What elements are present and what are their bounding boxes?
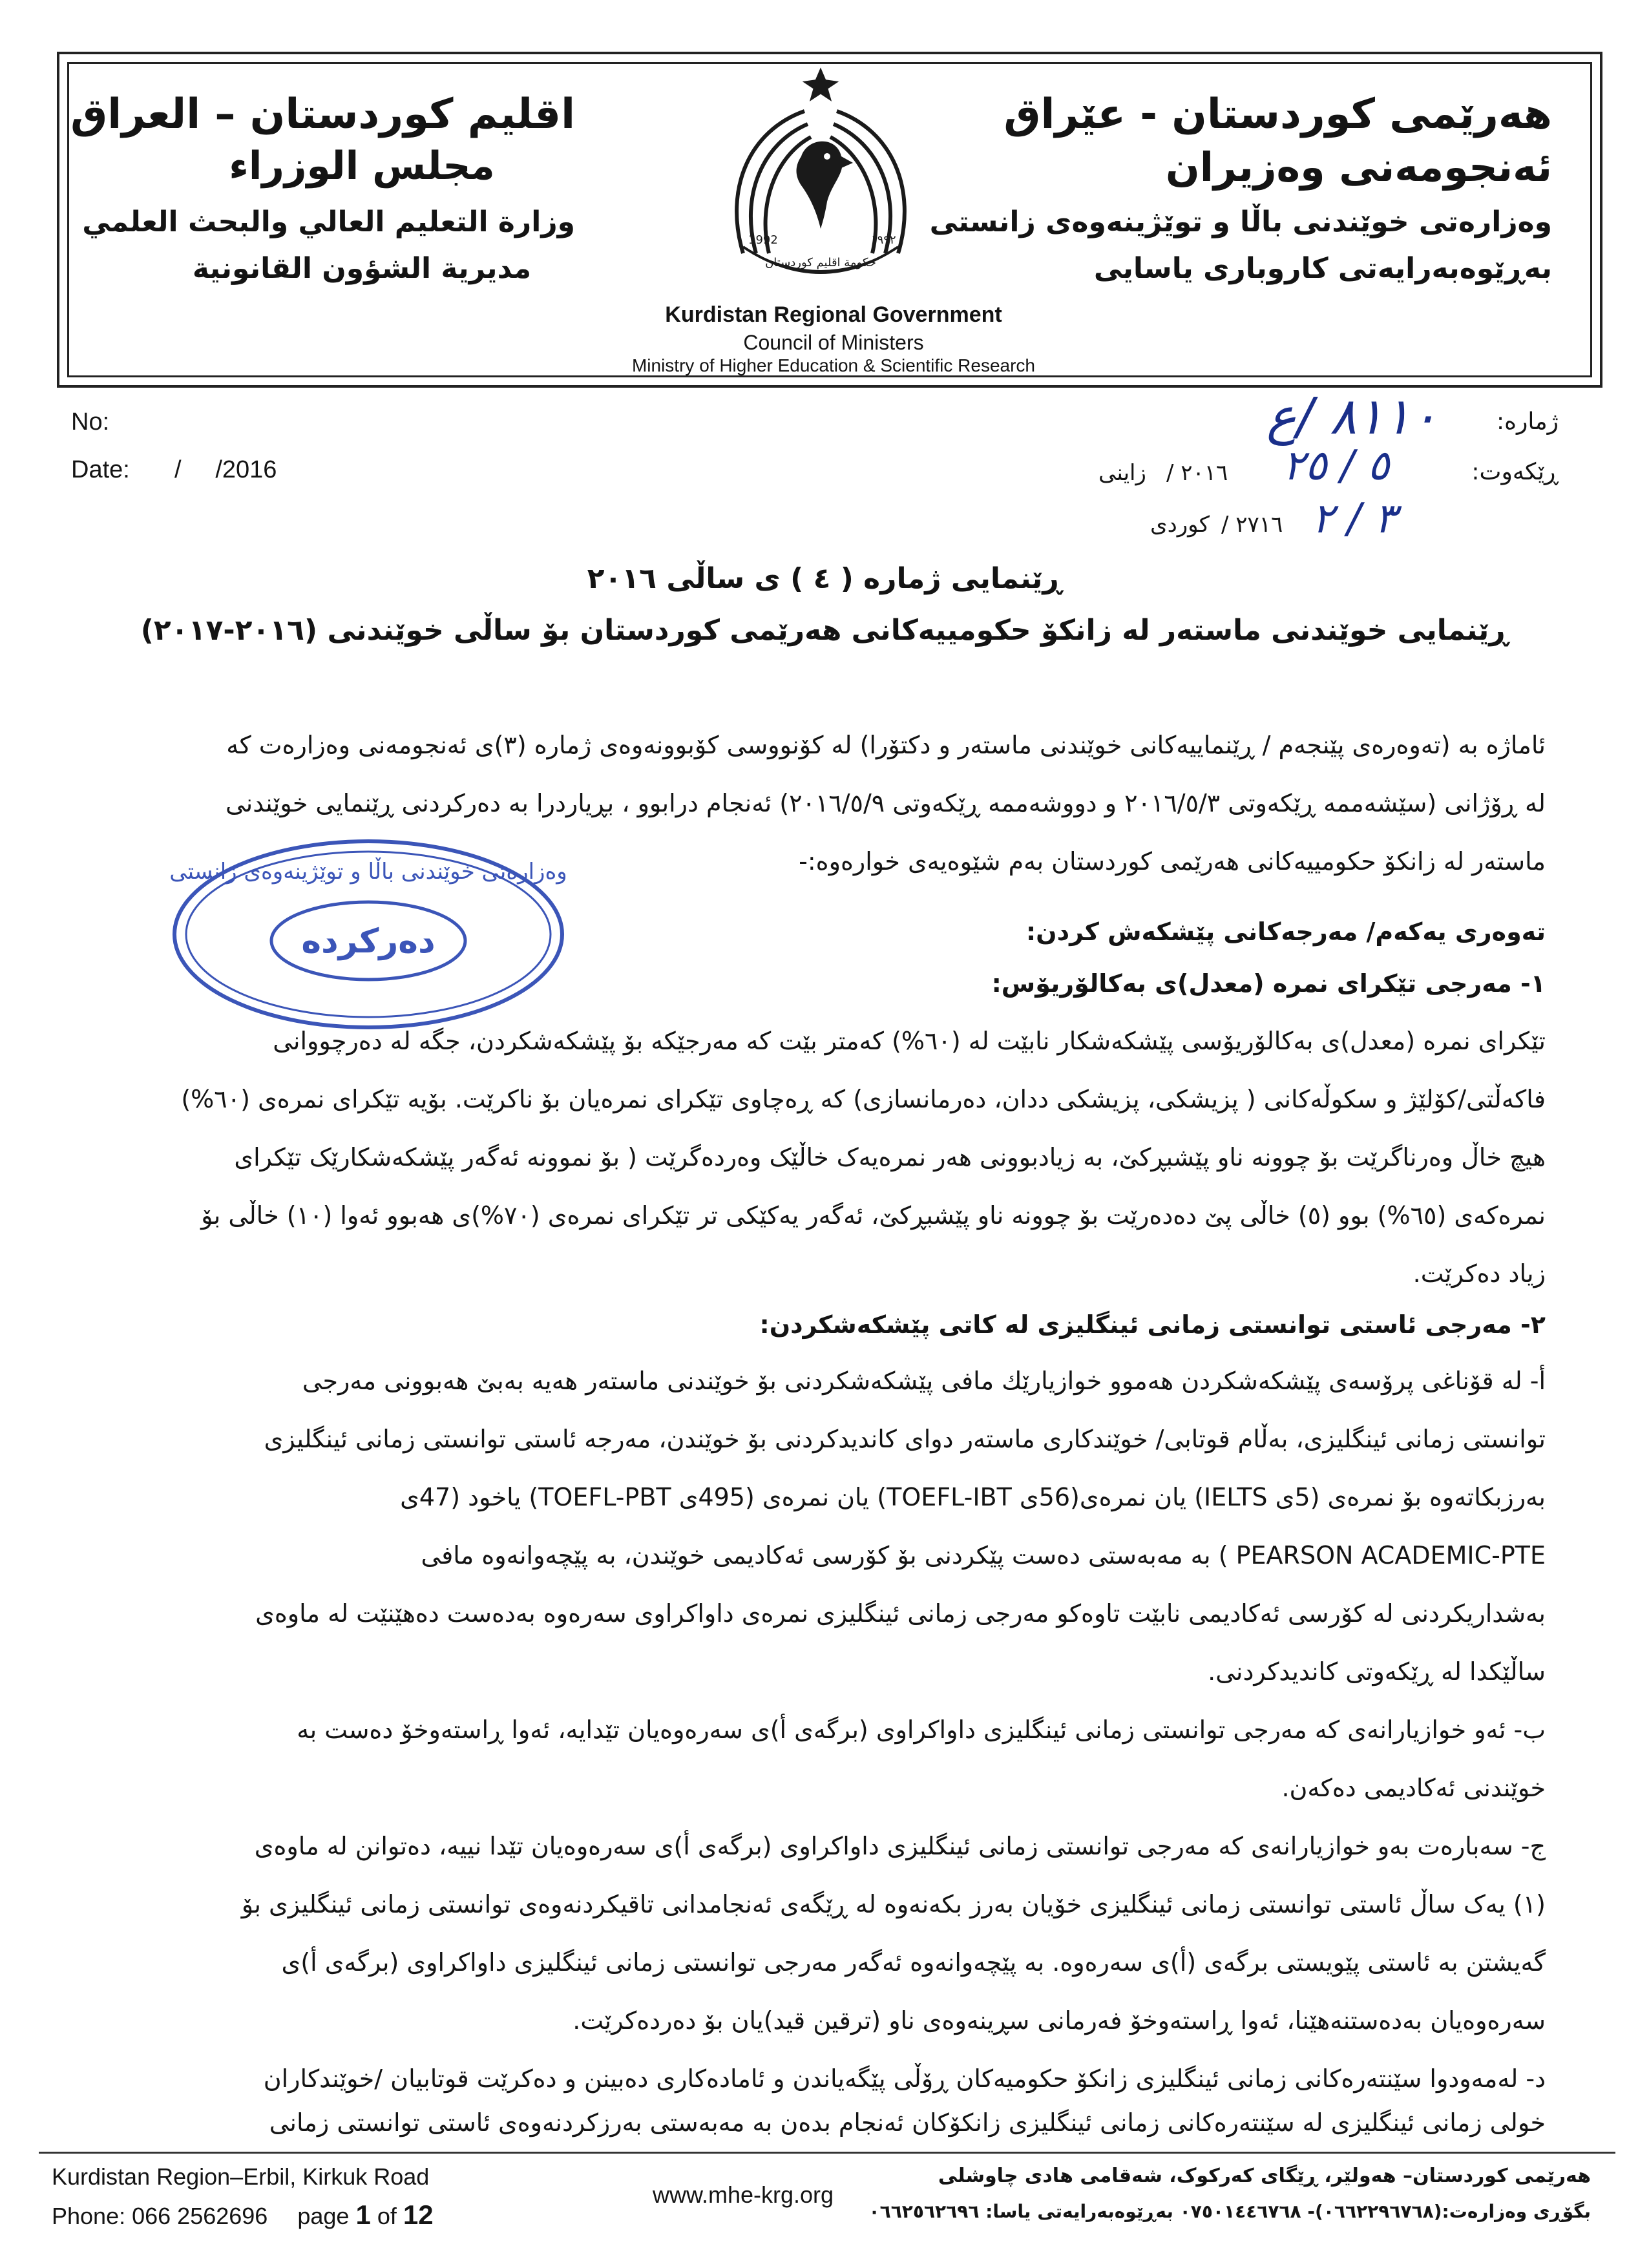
section2-line-1: أ- لە قۆناغی پرۆسەی پێشکەشکردن هەموو خوازیارێك مافی پێشکەشکردنی بۆ خوێندنی ماستەر هەیە بەبێ هەبوونی مەرجی	[302, 1367, 1546, 1395]
date-gregorian-suffix: زاینی	[1098, 460, 1146, 486]
section2-heading: ٢- مەرجی ئاستی توانستی زمانی ئینگلیزی لە کاتی پێشکەشکردن:	[759, 1310, 1546, 1339]
section2-line-9: ج- سەبارەت بەو خوازیارانەی کە مەرجی توانستی زمانی ئینگلیزی داواکراوی (برگەی أ)ی سەرەوەیان تێدا نییە، دەتوانن لە ماوەی	[254, 1832, 1546, 1860]
section1-line-1: تێکرای نمرە (معدل)ی بەکالۆریۆسی پێشکەشکار نابێت لە (٦٠%) کەمتر بێت کە مەرجێکە بۆ پێشکەشکردن، جگە لە دەرچووانی	[273, 1027, 1546, 1055]
date-kurdish-suffix: کوردی	[1150, 512, 1210, 538]
emblem-year-left: 1992	[748, 233, 778, 247]
section2-line-4: PEARSON ACADEMIC-PTE ) بە مەبەستی دەست پێکردنی بۆ کۆرسی ئەکادیمی خوێندن، بە پێچەوانەوە مافی	[421, 1541, 1546, 1570]
header-arabic-line2: مجلس الوزراء	[229, 143, 495, 189]
header-english-line1: Kurdistan Regional Government	[665, 302, 1002, 327]
footer-page-of: of	[377, 2203, 397, 2229]
header-english-line2: Council of Ministers	[743, 331, 924, 354]
no-label: No:	[71, 408, 110, 436]
section2-line-12: سەرەوەیان بەدەستنەهێنا، ئەوا ڕاستەوخۆ فەرمانی سڕینەوەی ناو (ترقین قید)یان بۆ دەردەکرێت.	[572, 2006, 1546, 2035]
date-gregorian: ٢٠١٦ /	[1166, 460, 1228, 486]
section1-line-2: فاکەڵتی/کۆلێژ و سکوڵەکانی ( پزیشکی، پزیشکی ددان، دەرمانسازی) کە ڕەچاوی تێکرای نمرەیان بۆ ناکرێت. بۆیە تێکرای نمرەی (٦٠%)	[181, 1085, 1546, 1113]
date-label: Date:	[71, 456, 130, 483]
section2-line-13: د- لەمەودوا سێنتەرەکانی زمانی ئینگلیزی زانکۆ حکومیەکان ڕۆڵی پێگەیاندن و ئامادەکاری دەبینن و دەکرێت قوتابیان /خوێندکاران	[263, 2064, 1546, 2093]
number-label: ژمارە:	[1496, 408, 1559, 435]
section2-line-11: گەیشتن بە ئاستی پێویستی برگەی (أ)ی سەرەوە. بە پێچەوانەوە ئەگەر مەرجی توانستی زمانی ئینگلیزی داواکراوی (برگەی أ)ی	[281, 1948, 1546, 1977]
date-kurdish: ٢٧١٦ /	[1221, 512, 1283, 538]
document-subtitle: ڕێنمایی خوێندنی ماستەر لە زانکۆ حکومییەکانی هەرێمی کوردستان بۆ ساڵی خوێندنی (٢٠١٦-٢٠١٧)	[140, 614, 1509, 647]
date-kurdish-label: ڕێکەوت:	[1471, 459, 1559, 485]
section2-line-5: بەشداریکردنی لە کۆرسی ئەکادیمی نابێت تاوەکو مەرجی زمانی ئینگلیزی نمرەی داواکراوی سەرەوە بەدەست دەهێنێت لە ماوەی	[255, 1599, 1546, 1628]
section2-line-3: بەرزبکاتەوە بۆ نمرەی (5ی IELTS) یان نمرەی(56ی TOEFL-IBT) یان نمرەی (495ی TOEFL-PBT) یاخود (47ی	[400, 1483, 1546, 1511]
header-kurdish-line1: هەرێمی کوردستان - عێراق	[1003, 90, 1552, 138]
document-title: ڕێنمایی ژمارە ( ٤ ) ی ساڵی ٢٠١٦	[587, 562, 1062, 595]
stamp-center-text: دەرکردە	[301, 922, 436, 961]
footer-page-total: 12	[403, 2200, 434, 2230]
handwritten-number: ٨١١٠ /ع	[1266, 388, 1438, 446]
emblem-text: حكومة اقليم كوردستان	[765, 256, 876, 269]
header-kurdish-line4: بەڕێوەبەرایەتی کاروباری یاسایی	[1093, 252, 1552, 285]
section1-subheading: ١- مەرجی تێکرای نمرە (معدل)ی بەکالۆریۆس:	[991, 969, 1546, 998]
footer-page-number: 1	[355, 2200, 371, 2230]
footer-address-ku: هەرێمی کوردستان– هەولێر، ڕێگای کەرکوک، شەقامی هادی چاوشلی	[938, 2165, 1591, 2187]
intro-line-3: ماستەر لە زانکۆ حکومییەکانی هەرێمی کوردستان بەم شێوەیەی خوارەوە:-	[799, 847, 1546, 876]
section2-line-6: ساڵێکدا لە ڕێکەوتی کاندیدکردنی.	[1208, 1657, 1546, 1686]
footer-page-prefix: page	[297, 2203, 350, 2229]
header-english-line3: Ministry of Higher Education & Scientific Research	[631, 355, 1036, 375]
official-stamp-icon	[167, 834, 570, 1035]
handwritten-date-kurdish: ٣ / ٢	[1312, 495, 1396, 543]
footer-address-en: Kurdistan Region–Erbil, Kirkuk Road	[52, 2163, 430, 2190]
section2-line-14: خولی زمانی ئینگلیزی لە سێنتەرەکانی زمانی ئینگلیزی زانکۆکان ئەنجام بدەن بە مەبەستی بەرزکردنەوەی ئاستی توانستی زمانی	[269, 2108, 1546, 2137]
section1-line-3: هیچ خاڵ وەرناگرێت بۆ چوونە ناو پێشبڕکێ، بە زیادبوونی هەر نمرەیەک خاڵێک وەردەگرێت ( بۆ نموونە ئەگەر پێشکەشکارێک تێکرای	[234, 1143, 1546, 1171]
krg-emblem-icon	[698, 59, 943, 299]
intro-line-1: ئاماژە بە (تەوەرەی پێنجەم / ڕێنماییەکانی خوێندنی ماستەر و دکتۆرا) لە کۆنووسی کۆبوونەوەی ژمارە (٣)ی ئەنجومەنی وەزارەت کە	[226, 731, 1546, 759]
footer-website-link[interactable]: www.mhe-krg.org	[652, 2181, 834, 2208]
section1-heading: تەوەری یەکەم/ مەرجەکانی پێشکەش کردن:	[1025, 918, 1546, 946]
section2-line-10: (١) یەک ساڵ ئاستی توانستی زمانی ئینگلیزی خۆیان بەرز بکەنەوە لە ڕێگەی ئەنجامدانی تاقیکردنەوەی توانستی زمانی ئینگلیزی بۆ	[241, 1890, 1546, 1918]
handwritten-date-gregorian: ٥ / ٢٥	[1283, 442, 1390, 490]
intro-line-2: لە ڕۆژانی (سێشەممە ڕێکەوتی ٢٠١٦/٥/٣ و دووشەممە ڕێکەوتی ٢٠١٦/٥/٩) ئەنجام درابوو ، بڕیاردرا بە دەرکردنی ڕێنمایی خوێندنی	[225, 789, 1546, 817]
section1-line-4: نمرەکەی (٦٥%) بوو (٥) خاڵی پێ دەدەرێت بۆ چوونە ناو پێشبڕکێ، ئەگەر یەکێکی تر تێکرای نمرەی (٧٠%)ی هەبوو ئەوا (١٠) خاڵی بۆ	[201, 1201, 1546, 1230]
section2-line-7: ب- ئەو خوازیارانەی کە مەرجی توانستی زمانی ئینگلیزی داواکراوی (برگەی أ)ی سەرەوەیان تێدایە، ئەوا ڕاستەوخۆ دەست بە	[297, 1716, 1546, 1744]
date-value: / /2016	[174, 456, 277, 483]
stamp-ring-text: وەزارەتی خوێندنی باڵا و توێژینەوەی زانستی	[169, 859, 567, 885]
header-arabic-line4: مديرية الشؤون القانونية	[192, 252, 532, 285]
footer-phone-page	[52, 2200, 434, 2231]
section2-line-8: خوێندنی ئەکادیمی دەکەن.	[1281, 1774, 1546, 1802]
emblem-year-right: ١٩٩٢	[871, 233, 896, 247]
header-arabic-line1: اقليم كوردستان – العراق	[70, 90, 575, 138]
header-kurdish-line3: وەزارەتی خوێندنی باڵا و توێژینەوەی زانستی	[929, 205, 1552, 238]
header-arabic-line3: وزارة التعليم العالي والبحث العلمي	[82, 205, 575, 238]
section1-line-5: زیاد دەکرێت.	[1413, 1259, 1546, 1288]
header-kurdish-line2: ئەنجومەنی وەزیران	[1165, 143, 1552, 191]
section2-line-2: توانستی زمانی ئینگلیزی، بەڵام قوتابی/ خوێندکاری ماستەر دوای کاندیدکردنی بۆ خوێندن، مەرجە ئاستی توانستی زمانی ئینگلیزی	[264, 1425, 1546, 1453]
footer-phone-en: Phone: 066 2562696	[52, 2203, 268, 2229]
footer-phone-ku: بگۆڕی وەزارەت:(٠٦٦٢٢٩٦٧٦٨)- ٠٧٥٠١٤٤٦٧٦٨ بەڕێوەبەرایەتی یاسا: ٠٦٦٢٥٦٢٦٩٦	[868, 2201, 1591, 2222]
footer-divider	[39, 2152, 1615, 2154]
